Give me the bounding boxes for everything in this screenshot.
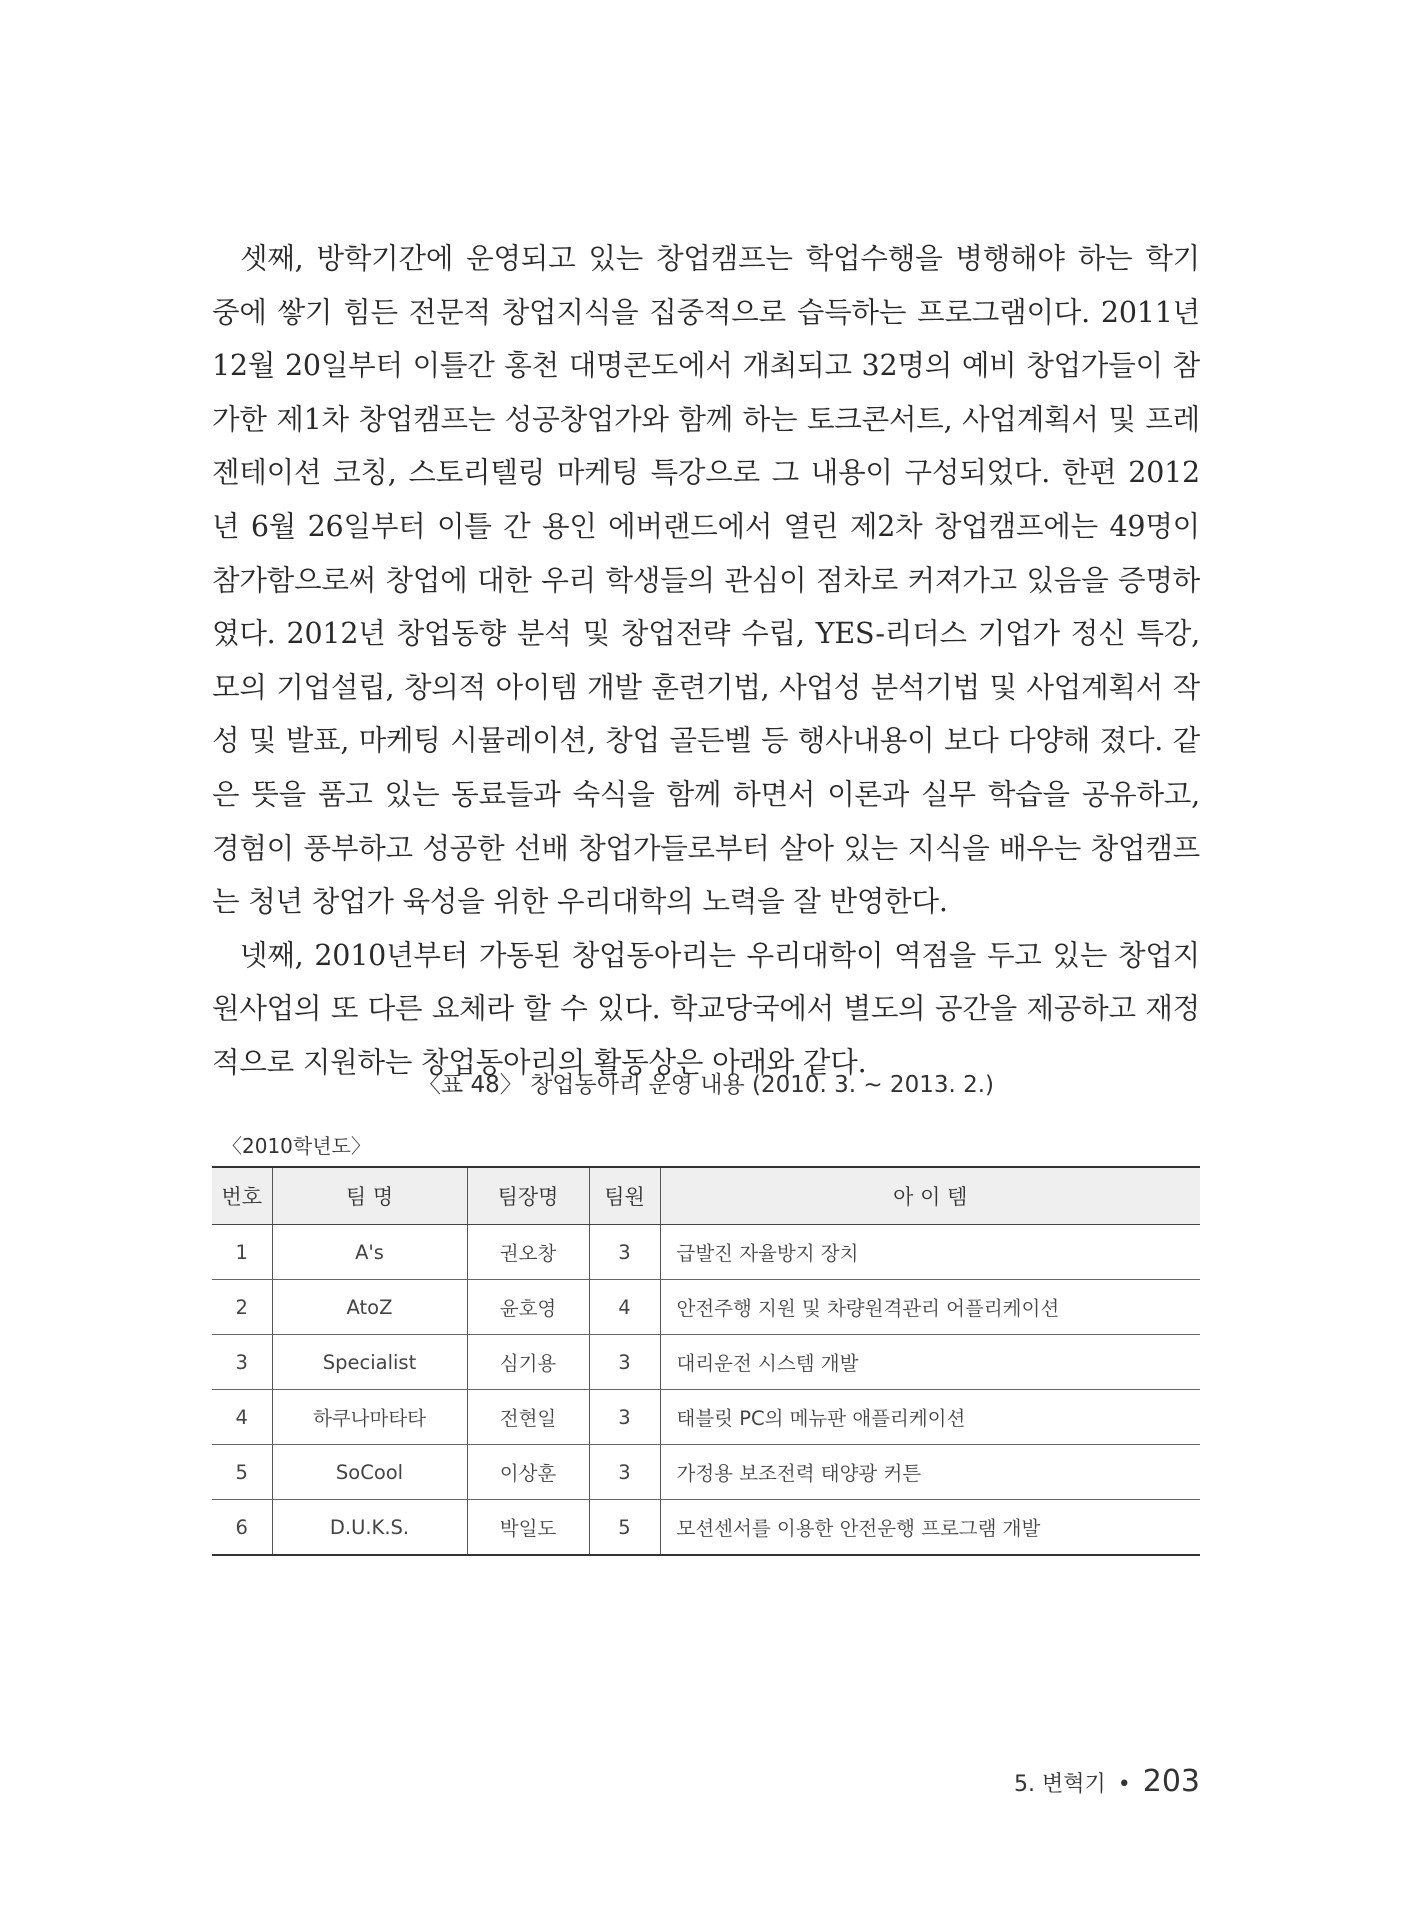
table-row [212,1280,1200,1335]
paragraph-camp: 셋째, 방학기간에 운영되고 있는 창업캠프는 학업수행을 병행해야 하는 학기 중에 쌓기 힘든 전문적 창업지식을 집중적으로 습득하는 프로그램이다. 2011년 12월 20일부터 이틀간 홍천 대명콘도에서 개최되고 32명의 예비 창업가들이 참가한 제1차 창업캠프는 성공창업가와 함께 하는 토크콘서트, 사업계획서 및 프레젠테이션 코칭, 스토리텔링 마케팅 특강으로 그 내용이 구성되었다. 한편 2012년 6월 26일부터 이틀 간 용인 에버랜드에서 열린 제2차 창업캠프에는 49명이 참가함으로써 창업에 대한 우리 학생들의 관심이 점차로 커져가고 있음을 증명하였다. 2012년 창업동향 분석 및 창업전략 수립, YES-리더스 기업가 정신 특강, 모의 기업설립, 창의적 아이템 개발 훈련기법, 사업성 분석기법 및 사업계획서 작성 및 발표, 마케팅 시뮬레이션, 창업 골든벨 등 행사내용이 보다 다양해 졌다. 같은 뜻을 품고 있는 동료들과 숙식을 함께 하면서 이론과 실무 학습을 공유하고, 경험이 풍부하고 성공한 선배 창업가들로부터 살아 있는 지식을 배우는 창업캠프는 청년 창업가 육성을 위한 우리대학의 노력을 잘 반영한다. [212,242,1200,919]
cell-item: 안전주행 지원 및 차량원격관리 어플리케이션 [660,1280,1200,1335]
cell-members: 3 [589,1445,660,1500]
startup-club-table [212,1166,1200,1556]
cell-number: 5 [212,1445,272,1500]
table-row [212,1335,1200,1390]
cell-item: 급발진 자율방지 장치 [660,1225,1200,1280]
header-number: 번호 [212,1167,272,1225]
cell-item: 태블릿 PC의 메뉴판 애플리케이션 [660,1390,1200,1445]
cell-team-name: SoCool [272,1445,467,1500]
page-footer [1014,1764,1200,1799]
cell-number: 6 [212,1500,272,1556]
table-caption: 〈표 48〉 창업동아리 운영 내용 (2010. 3. ~ 2013. 2.) [417,1072,995,1098]
header-leader: 팀장명 [467,1167,589,1225]
cell-team-name: A's [272,1225,467,1280]
bullet-separator: • [1117,1772,1131,1797]
body-text [212,232,1200,1090]
cell-team-name: D.U.K.S. [272,1500,467,1556]
cell-number: 1 [212,1225,272,1280]
cell-number: 4 [212,1390,272,1445]
table-row [212,1445,1200,1500]
cell-members: 4 [589,1280,660,1335]
page-number: 203 [1142,1764,1200,1799]
cell-number: 3 [212,1335,272,1390]
cell-number: 2 [212,1280,272,1335]
cell-item: 대리운전 시스템 개발 [660,1335,1200,1390]
table-header-row [212,1167,1200,1225]
table-row [212,1225,1200,1280]
cell-leader: 심기용 [467,1335,589,1390]
cell-team-name: Specialist [272,1335,467,1390]
paragraph-club: 넷째, 2010년부터 가동된 창업동아리는 우리대학이 역점을 두고 있는 창업지원사업의 또 다른 요체라 할 수 있다. 학교당국에서 별도의 공간을 제공하고 재정적으로 지원하는 창업동아리의 활동상은 아래와 같다. [212,938,1200,1079]
cell-members: 3 [589,1335,660,1390]
header-team-name: 팀 명 [272,1167,467,1225]
cell-leader: 박일도 [467,1500,589,1556]
header-members: 팀원 [589,1167,660,1225]
cell-leader: 권오창 [467,1225,589,1280]
cell-leader: 윤호영 [467,1280,589,1335]
cell-team-name: 하쿠나마타타 [272,1390,467,1445]
cell-members: 3 [589,1225,660,1280]
table-subcaption: 〈2010학년도〉 [222,1134,371,1158]
cell-item: 가정용 보조전력 태양광 커튼 [660,1445,1200,1500]
cell-members: 3 [589,1390,660,1445]
chapter-label: 5. 변혁기 [1014,1772,1106,1797]
header-item: 아 이 템 [660,1167,1200,1225]
cell-members: 5 [589,1500,660,1556]
table-row [212,1500,1200,1556]
cell-item: 모션센서를 이용한 안전운행 프로그램 개발 [660,1500,1200,1556]
cell-leader: 전현일 [467,1390,589,1445]
cell-leader: 이상훈 [467,1445,589,1500]
table-row [212,1390,1200,1445]
cell-team-name: AtoZ [272,1280,467,1335]
